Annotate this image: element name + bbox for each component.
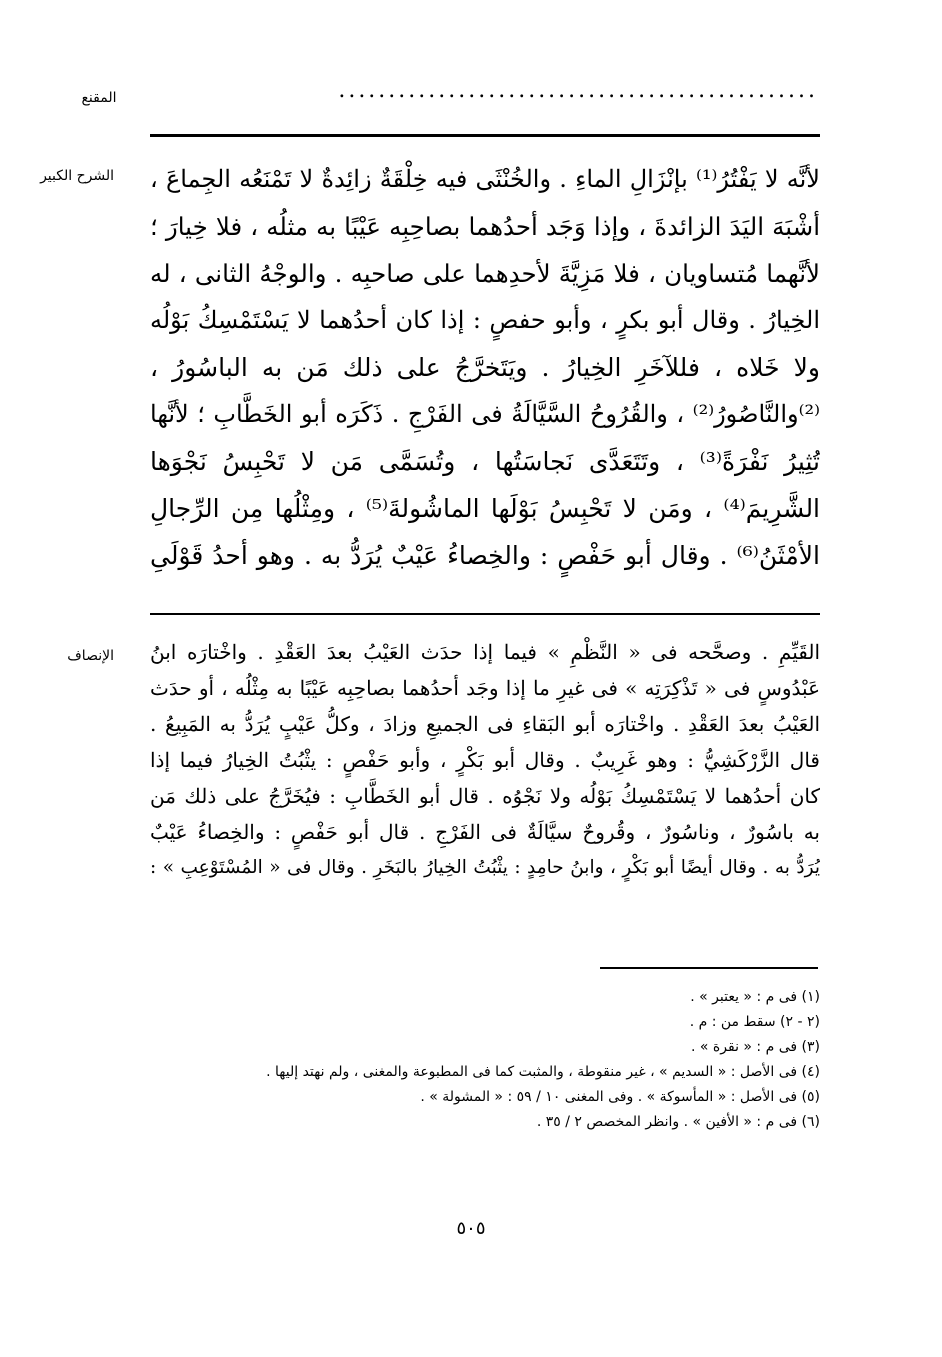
footnote: (٢ - ٢) سقط من : م . <box>689 1014 820 1030</box>
footnotes-block <box>150 985 820 1135</box>
main-line: ⁽²⁾والنَّاصُورُ⁽²⁾ ، والقُرُوحُ السَّيَّالَةُ فى الفَرْجِ . ذَكَرَه أبو الخَطَّابِ ؛ لأنَّها <box>150 400 820 428</box>
main-line: ولا خَلاه ، فللآخَرِ الخِيارُ . ويَتَخرَّجُ على ذلك مَن به الباسُورُ ، <box>150 353 820 382</box>
footnote: (١) فى م : « يعتبر » . <box>690 989 820 1005</box>
footnote: (٥) فى الأصل : « المأسوكة » . وفى المغنى ١٠ / ٥٩ : « المشولة » . <box>420 1089 820 1105</box>
main-line: لأنَّهما مُتساويان ، فلا مَزِيَّةَ لأحدِهما على صاحبِه . والوجْهُ الثانى ، له <box>150 259 820 288</box>
running-title: المقنع <box>81 90 117 106</box>
insaf-text-block <box>150 634 820 886</box>
section-divider <box>150 613 820 615</box>
margin-label-insaf: الإنصاف <box>67 648 114 664</box>
header-rule <box>150 134 820 137</box>
footnote-rule <box>600 967 818 969</box>
footnote: (٣) فى م : « نقرة » . <box>691 1039 820 1055</box>
insaf-line: يُرَدُّ به . وقال أيضًا أبو بَكْرٍ ، وابنُ حامِدٍ : يثْبُتُ الخِيارُ بالبَخَرِ . وقال فى « المُسْتَوْعِبِ » : <box>150 857 820 878</box>
insaf-line: قال الزَّرْكَشِيُّ : وهو غَرِيبٌ . وقال أبو بَكْرٍ ، وأبو حَفْصٍ : يثْبُتُ الخِيارُ فيما إذا <box>150 748 820 772</box>
main-line: الأمْثَنُ⁽⁶⁾ . وقال أبو حَفْصٍ : والخِصاءُ عَيْبٌ يُرَدُّ به . وهو أحدُ قَوْلَىِ <box>150 541 820 570</box>
page-number: ٥٠٥ <box>456 1218 486 1239</box>
insaf-line: به باسُورٌ ، وناسُورٌ ، وقُروحٌ سيَّالَةٌ فى الفَرْجِ . قال أبو حَفْصٍ : والخِصاءُ عَيْبٌ <box>150 820 820 844</box>
main-line: الخِيارُ . وقال أبو بكرٍ ، وأبو حفصٍ : إذا كان أحدُهما لا يَسْتَمْسِكُ بَوْلُه <box>150 306 820 334</box>
main-line: أشْبَهَ اليَدَ الزائدةَ ، وإذا وَجَد أحدُهما بصاحِبِه عَيْبًا به مثلُه ، فلا خِيارَ ؛ <box>150 212 820 241</box>
insaf-line: القَيِّمِ . وصحَّحه فى « النَّظْمِ » فيما إذا حدَث العَيْبُ بعدَ العَقْدِ . واخْتارَه ابنُ <box>150 640 820 664</box>
footnote: (٦) فى م : « الأفين » . وانظر المخصص ٢ / ٣٥ . <box>536 1114 820 1130</box>
main-text-block <box>150 156 820 579</box>
insaf-line: عَبْدُوسٍ فى « تَذْكِرَتِه » فى غيرِ ما إذا وجَد أحدُهما بصاحِبِه عَيْبًا به مِثْلُه ، أو حدَث <box>150 676 820 700</box>
main-line: الشَّرِيمَ⁽⁴⁾ ، ومَن لا تَحْبِسُ بَوْلَها الماشُولةَ⁽⁵⁾ ، ومِثْلُها مِن الرِّجالِ <box>150 494 820 523</box>
main-line: تُثِيرُ نَفْرَةً⁽³⁾ ، وتَتَعَدَّى نَجاسَتُها ، وتُسَمَّى مَن لا تَحْبِسُ نَجْوَها <box>150 447 820 476</box>
insaf-line: العَيْبُ بعدَ العَقْدِ . واخْتارَه أبو البَقاءِ فى الجميعِ وزادَ ، وكلُّ عَيْبٍ يُرَدُّ به المَبِيعُ . <box>150 712 820 736</box>
header-dotted-leader: ................................................ <box>338 78 818 103</box>
margin-label-sharh: الشرح الكبير <box>40 168 114 184</box>
main-line: لأنَّه لا يَفْتُرُ⁽¹⁾ بإنْزَالِ الماءِ . والخُنْثَى فيه خِلْقَةٌ زائِدةٌ لا تَمْنَعُه الجِماعَ ، <box>150 165 820 193</box>
insaf-line: كان أحدُهما لا يَسْتَمْسِكُ بَوْلُه ولا نَجْوُه . قال أبو الخَطَّابِ : فيُخَرَّجُ على ذلك مَن <box>150 784 820 808</box>
footnote: (٤) فى الأصل : « السديم » ، غير منقوطة ، والمثبت كما فى المطبوعة والمغنى ، ولم نهتد إليها . <box>266 1064 820 1080</box>
